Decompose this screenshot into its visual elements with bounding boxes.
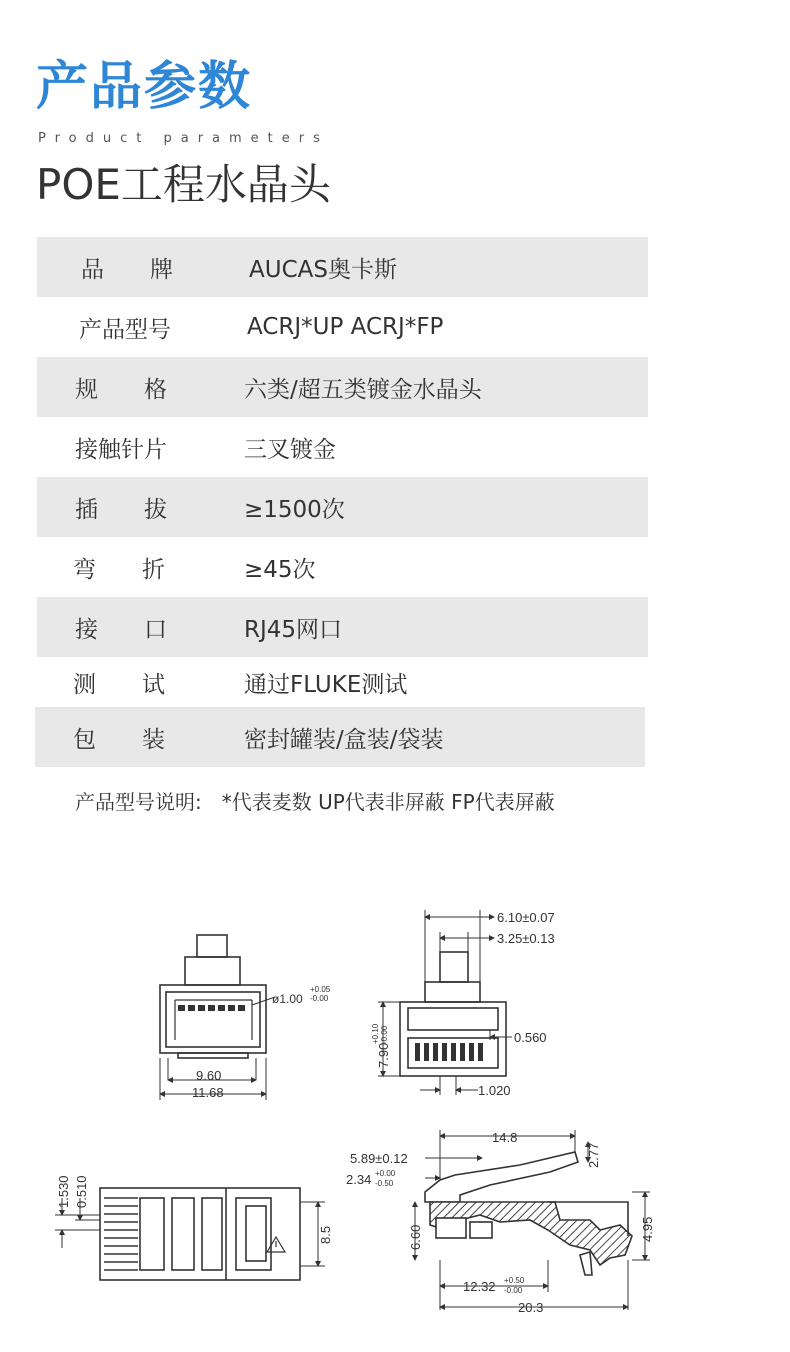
param-row-bend — [37, 537, 648, 597]
dim-front-outer: 11.68 — [192, 1085, 224, 1100]
param-label: 接 口 — [75, 616, 167, 643]
parameter-table — [37, 237, 648, 767]
dim-side-top-inner: 3.25±0.13 — [497, 931, 555, 946]
param-label: 产品型号 — [79, 316, 171, 343]
technical-drawings — [0, 880, 790, 1352]
param-value: 密封罐装/盒装/袋装 — [244, 726, 444, 753]
dim-side-top-outer: 6.10±0.07 — [497, 910, 555, 925]
dim-profile-b-tol-minus: -0.50 — [375, 1179, 394, 1188]
dim-front-inner: 9.60 — [196, 1068, 222, 1083]
param-row-brand — [37, 237, 648, 297]
dim-side-height: 7.90 — [376, 1042, 391, 1068]
param-value: AUCAS奥卡斯 — [249, 256, 397, 283]
param-label: 规 格 — [75, 376, 167, 403]
product-name: POE工程水晶头 — [36, 160, 331, 209]
page-title: 产品参数 — [36, 57, 253, 117]
param-row-package — [35, 707, 645, 767]
side-view-drawing — [378, 910, 512, 1095]
param-row-test — [37, 657, 648, 707]
dim-bottom-2: 0.510 — [74, 1175, 89, 1208]
dim-side-height-tol-minus: -0.00 — [380, 1025, 389, 1044]
dim-profile-total: 20.3 — [518, 1300, 544, 1315]
param-label: 测 试 — [73, 671, 165, 698]
param-label: 品 牌 — [81, 256, 173, 283]
param-value: ACRJ*UP ACRJ*FP — [247, 314, 444, 340]
dim-profile-mid-tol-plus: +0.50 — [504, 1276, 525, 1285]
model-note: 产品型号说明: *代表麦数 UP代表非屏蔽 FP代表屏蔽 — [75, 790, 555, 814]
param-row-spec — [37, 357, 648, 417]
dim-profile-b: 2.34 — [346, 1172, 372, 1187]
bottom-view-drawing — [55, 1188, 325, 1280]
dim-bottom-height: 8.5 — [318, 1225, 333, 1244]
param-label: 接触针片 — [75, 436, 167, 463]
dim-profile-a: 5.89±0.12 — [350, 1151, 408, 1166]
dim-pin-tol-plus: +0.05 — [310, 985, 331, 994]
param-value: 六类/超五类镀金水晶头 — [244, 376, 482, 403]
dim-profile-mid: 12.32 — [463, 1279, 496, 1294]
param-row-model — [37, 297, 648, 357]
param-row-contact — [37, 417, 648, 477]
param-label: 插 拔 — [75, 496, 167, 523]
dim-profile-height-right: 4.95 — [640, 1216, 655, 1242]
param-value: ≥45次 — [244, 556, 316, 583]
param-value: 通过FLUKE测试 — [244, 671, 408, 698]
dim-profile-height-left: 6.60 — [408, 1224, 423, 1250]
dim-pin-tol-minus: -0.00 — [310, 994, 329, 1003]
param-value: ≥1500次 — [244, 496, 345, 523]
dim-side-gap: 0.560 — [514, 1030, 547, 1045]
dim-side-pitch: 1.020 — [478, 1083, 511, 1098]
param-label: 弯 折 — [73, 556, 165, 583]
dim-bottom-1: 1.530 — [56, 1175, 71, 1208]
param-label: 包 装 — [73, 726, 165, 753]
profile-section-drawing — [425, 1152, 632, 1275]
dim-pin-diameter: ø1.00 — [272, 992, 303, 1006]
dim-profile-latch: 2.77 — [586, 1142, 601, 1168]
param-row-interface — [37, 597, 648, 657]
dim-profile-mid-tol-minus: -0.00 — [504, 1286, 523, 1295]
param-value: 三叉镀金 — [244, 436, 336, 463]
dim-profile-top: 14.8 — [492, 1130, 518, 1145]
param-value: RJ45网口 — [244, 616, 343, 643]
dim-profile-b-tol-plus: +0.00 — [375, 1169, 396, 1178]
page-subtitle: Product parameters — [38, 131, 329, 146]
param-row-insertion — [37, 477, 648, 537]
dim-side-height-tol-plus: +0.10 — [371, 1023, 380, 1044]
